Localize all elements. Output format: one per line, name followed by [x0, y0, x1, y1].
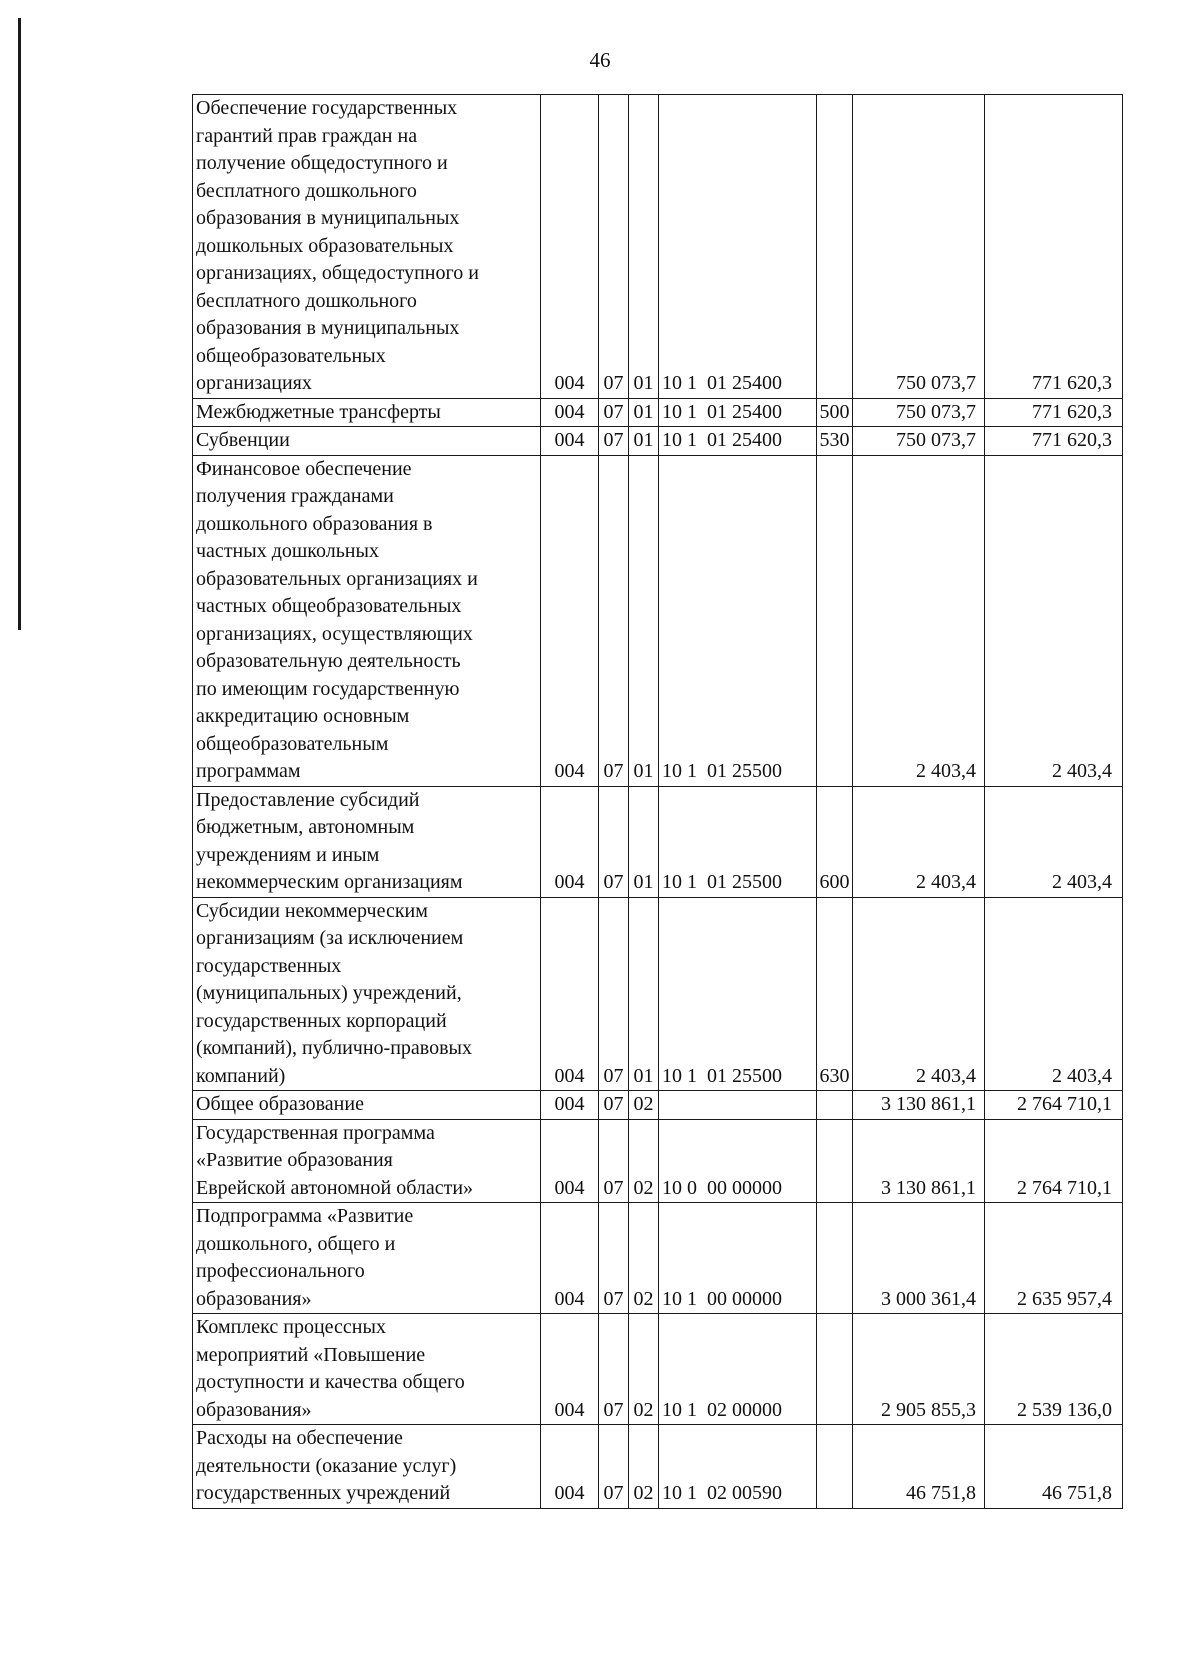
row-name: Межбюджетные трансферты: [193, 398, 541, 427]
row-amount-first: 2 403,4: [853, 455, 985, 786]
row-expense-type-code: [817, 1091, 853, 1120]
row-name: Предоставление субсидий бюджетным, автономным учреждениям и иным некоммерческим организациям: [193, 786, 541, 897]
row-name: Субвенции: [193, 427, 541, 456]
row-amount-second: 771 620,3: [985, 95, 1123, 399]
row-amount-first: 46 751,8: [853, 1425, 985, 1509]
row-name: Общее образование: [193, 1091, 541, 1120]
row-amount-first: 750 073,7: [853, 398, 985, 427]
table-row: [193, 95, 1123, 399]
row-target-code: 10 1 01 25400: [659, 398, 817, 427]
row-amount-first: 2 403,4: [853, 786, 985, 897]
row-target-code: 10 1 01 25500: [659, 455, 817, 786]
row-name: Расходы на обеспечение деятельности (оказание услуг) государственных учреждений: [193, 1425, 541, 1509]
table-row: [193, 1203, 1123, 1314]
row-expense-type-code: [817, 1203, 853, 1314]
row-subsection-code: 02: [629, 1425, 659, 1509]
row-ministry-code: 004: [541, 1425, 599, 1509]
row-section-code: 07: [599, 1314, 629, 1425]
row-target-code: 10 1 01 25400: [659, 427, 817, 456]
row-subsection-code: 01: [629, 455, 659, 786]
row-ministry-code: 004: [541, 398, 599, 427]
row-target-code: [659, 1091, 817, 1120]
row-amount-first: 3 130 861,1: [853, 1119, 985, 1203]
row-amount-second: 2 403,4: [985, 897, 1123, 1091]
row-target-code: 10 1 02 00000: [659, 1314, 817, 1425]
row-expense-type-code: 630: [817, 897, 853, 1091]
row-section-code: 07: [599, 427, 629, 456]
table-row: [193, 427, 1123, 456]
row-ministry-code: 004: [541, 786, 599, 897]
row-amount-second: 771 620,3: [985, 427, 1123, 456]
row-amount-second: 2 403,4: [985, 786, 1123, 897]
row-ministry-code: 004: [541, 1314, 599, 1425]
row-name: Комплекс процессных мероприятий «Повышение доступности и качества общего образования»: [193, 1314, 541, 1425]
row-section-code: 07: [599, 95, 629, 399]
page-number: 46: [589, 48, 611, 72]
row-expense-type-code: [817, 1425, 853, 1509]
row-target-code: 10 0 00 00000: [659, 1119, 817, 1203]
row-expense-type-code: [817, 1119, 853, 1203]
row-section-code: 07: [599, 1203, 629, 1314]
row-subsection-code: 02: [629, 1119, 659, 1203]
table-row: [193, 398, 1123, 427]
row-amount-second: 46 751,8: [985, 1425, 1123, 1509]
row-expense-type-code: [817, 95, 853, 399]
row-section-code: 07: [599, 786, 629, 897]
table-row: [193, 786, 1123, 897]
row-target-code: 10 1 01 25500: [659, 786, 817, 897]
table-row: [193, 1314, 1123, 1425]
row-ministry-code: 004: [541, 1119, 599, 1203]
row-section-code: 07: [599, 1091, 629, 1120]
row-subsection-code: 02: [629, 1314, 659, 1425]
row-subsection-code: 02: [629, 1203, 659, 1314]
row-expense-type-code: 500: [817, 398, 853, 427]
row-target-code: 10 1 01 25400: [659, 95, 817, 399]
row-amount-second: 2 764 710,1: [985, 1091, 1123, 1120]
row-expense-type-code: 600: [817, 786, 853, 897]
row-section-code: 07: [599, 1119, 629, 1203]
row-amount-first: 3 000 361,4: [853, 1203, 985, 1314]
row-ministry-code: 004: [541, 1203, 599, 1314]
row-name: Государственная программа «Развитие образования Еврейской автономной области»: [193, 1119, 541, 1203]
table-row: [193, 1091, 1123, 1120]
row-name: Финансовое обеспечение получения гражданами дошкольного образования в частных дошкольных образовательных организациях и частных общеобразовательных организациях, осуществляющих образовательную деятельность по имеющим государственную аккредитацию основным общеобразовательным программам: [193, 455, 541, 786]
row-amount-second: 2 539 136,0: [985, 1314, 1123, 1425]
row-subsection-code: 01: [629, 398, 659, 427]
row-amount-first: 750 073,7: [853, 427, 985, 456]
table-row: [193, 455, 1123, 786]
row-ministry-code: 004: [541, 95, 599, 399]
row-amount-second: 2 403,4: [985, 455, 1123, 786]
row-amount-second: 771 620,3: [985, 398, 1123, 427]
row-expense-type-code: [817, 1314, 853, 1425]
row-amount-first: 3 130 861,1: [853, 1091, 985, 1120]
row-target-code: 10 1 00 00000: [659, 1203, 817, 1314]
row-ministry-code: 004: [541, 1091, 599, 1120]
table-row: [193, 1425, 1123, 1509]
row-target-code: 10 1 02 00590: [659, 1425, 817, 1509]
row-section-code: 07: [599, 1425, 629, 1509]
row-section-code: 07: [599, 455, 629, 786]
row-ministry-code: 004: [541, 897, 599, 1091]
row-section-code: 07: [599, 398, 629, 427]
row-amount-first: 2 403,4: [853, 897, 985, 1091]
row-subsection-code: 01: [629, 786, 659, 897]
budget-table: [192, 94, 1123, 1509]
row-subsection-code: 01: [629, 427, 659, 456]
row-ministry-code: 004: [541, 427, 599, 456]
row-amount-second: 2 764 710,1: [985, 1119, 1123, 1203]
row-subsection-code: 01: [629, 95, 659, 399]
row-amount-first: 2 905 855,3: [853, 1314, 985, 1425]
row-subsection-code: 02: [629, 1091, 659, 1120]
row-ministry-code: 004: [541, 455, 599, 786]
row-amount-second: 2 635 957,4: [985, 1203, 1123, 1314]
table-row: [193, 1119, 1123, 1203]
table-row: [193, 897, 1123, 1091]
row-name: Субсидии некоммерческим организациям (за исключением государственных (муниципальных) учреждений, государственных корпораций (компаний), публично-правовых компаний): [193, 897, 541, 1091]
row-expense-type-code: [817, 455, 853, 786]
row-subsection-code: 01: [629, 897, 659, 1091]
row-expense-type-code: 530: [817, 427, 853, 456]
row-name: Подпрограмма «Развитие дошкольного, общего и профессионального образования»: [193, 1203, 541, 1314]
margin-bar: [18, 18, 21, 630]
row-amount-first: 750 073,7: [853, 95, 985, 399]
row-name: Обеспечение государственных гарантий прав граждан на получение общедоступного и бесплатного дошкольного образования в муниципальных дошкольных образовательных организациях, общедоступного и бесплатного дошкольного образования в муниципальных общеобразовательных организациях: [193, 95, 541, 399]
row-section-code: 07: [599, 897, 629, 1091]
row-target-code: 10 1 01 25500: [659, 897, 817, 1091]
